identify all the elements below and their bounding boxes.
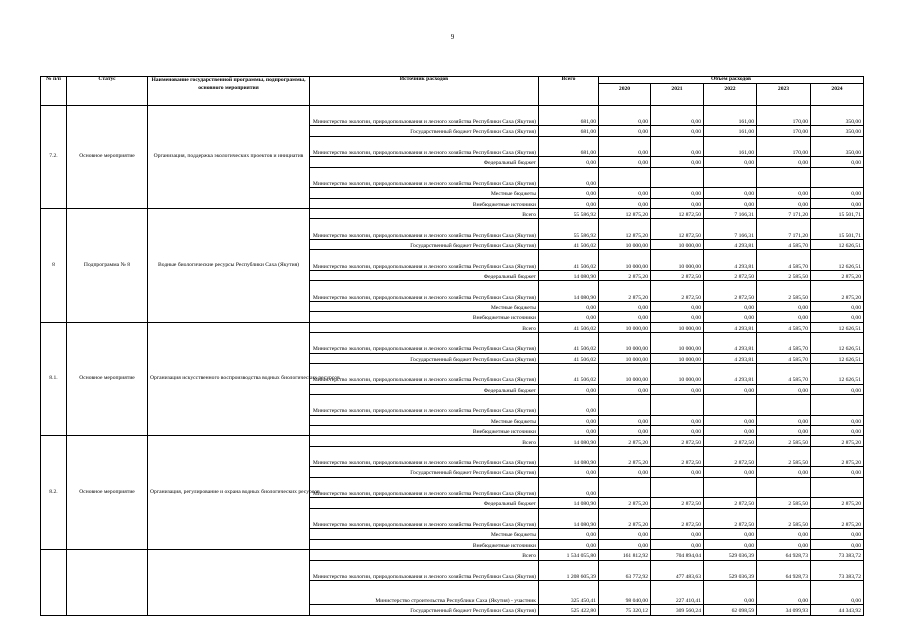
year-value: 0,00: [651, 415, 704, 425]
year-value: 2 872,50: [651, 270, 704, 280]
year-value: 4 293,81: [704, 364, 757, 385]
header-total: Всего: [539, 77, 599, 106]
year-value: 2 872,50: [651, 498, 704, 508]
section-status: Основное мероприятие: [67, 436, 148, 550]
year-value: [651, 395, 704, 416]
year-value: 7 166,31: [704, 219, 757, 240]
year-value: 0,00: [811, 198, 864, 208]
expense-source: Федеральный бюджет: [310, 157, 539, 167]
year-value: 309 560,24: [651, 605, 704, 615]
year-value: 7 171,20: [757, 219, 811, 240]
year-value: 4 585,70: [757, 333, 811, 354]
section-name: Организация, регулирование и охрана водных биологических ресурсов: [148, 436, 310, 550]
page-number: 9: [450, 33, 455, 41]
section-status: Основное мероприятие: [67, 322, 148, 436]
year-value: 0,00: [599, 529, 651, 539]
year-value: 73 383,72: [811, 550, 864, 560]
expense-source: Всего: [310, 550, 539, 560]
year-value: 0,00: [599, 301, 651, 311]
year-value: 4 293,81: [704, 250, 757, 271]
year-value: 12 626,51: [811, 250, 864, 271]
total-value: 41 506,02: [539, 322, 599, 332]
header-year: 2021: [651, 83, 704, 105]
year-value: 0,00: [704, 188, 757, 198]
total-value: 681,00: [539, 126, 599, 136]
expense-source: Государственный бюджет Республики Саха (Якутия): [310, 467, 539, 477]
year-value: 161 812,92: [599, 550, 651, 560]
year-value: 529 036,39: [704, 550, 757, 560]
year-value: 0,00: [651, 126, 704, 136]
header-year: 2020: [599, 83, 651, 105]
expense-source: Внебюджетные источники: [310, 539, 539, 549]
year-value: 2 585,50: [757, 498, 811, 508]
year-value: 2 872,50: [704, 281, 757, 302]
year-value: 0,00: [704, 384, 757, 394]
year-value: 15 501,71: [811, 219, 864, 240]
table-header: [41, 77, 864, 106]
year-value: 0,00: [651, 529, 704, 539]
year-value: 0,00: [651, 136, 704, 157]
year-value: 4 585,70: [757, 322, 811, 332]
year-value: [651, 167, 704, 188]
year-value: 7 166,31: [704, 208, 757, 218]
section-name: Организация, поддержка экологических проектов и инициатив: [148, 105, 310, 208]
year-value: 12 626,51: [811, 353, 864, 363]
year-value: 12 875,20: [599, 208, 651, 218]
year-value: 170,00: [757, 126, 811, 136]
expense-source: Министерство экологии, природопользования и лесного хозяйства Республики Саха (Якутия): [310, 250, 539, 271]
year-value: 0,00: [704, 415, 757, 425]
year-value: [811, 395, 864, 416]
total-value: 681,00: [539, 136, 599, 157]
table-body: [41, 105, 864, 615]
total-value: 0,00: [539, 198, 599, 208]
expense-source: Министерство экологии, природопользования и лесного хозяйства Республики Саха (Якутия): [310, 560, 539, 581]
year-value: 0,00: [757, 198, 811, 208]
section-number: 7.2.: [41, 105, 67, 208]
year-value: 0,00: [651, 467, 704, 477]
year-value: 10 000,00: [651, 364, 704, 385]
year-value: 4 585,70: [757, 353, 811, 363]
total-value: 0,00: [539, 188, 599, 198]
expense-source: Федеральный бюджет: [310, 384, 539, 394]
year-value: 10 000,00: [599, 250, 651, 271]
year-value: 0,00: [704, 467, 757, 477]
year-value: 0,00: [757, 157, 811, 167]
year-value: 2 875,20: [599, 270, 651, 280]
year-value: 350,00: [811, 126, 864, 136]
total-value: 0,00: [539, 384, 599, 394]
section-number: 8.2.: [41, 436, 67, 550]
expense-source: Министерство экологии, природопользования и лесного хозяйства Республики Саха (Якутия): [310, 395, 539, 416]
total-value: 0,00: [539, 539, 599, 549]
year-value: [704, 395, 757, 416]
year-value: 170,00: [757, 105, 811, 126]
total-value: 41 506,02: [539, 333, 599, 354]
expense-source: Всего: [310, 208, 539, 218]
year-value: [599, 167, 651, 188]
section-number: 8.1.: [41, 322, 67, 436]
year-value: 15 501,71: [811, 208, 864, 218]
year-value: 12 626,51: [811, 322, 864, 332]
year-value: 4 585,70: [757, 364, 811, 385]
expense-source: Министерство экологии, природопользования и лесного хозяйства Республики Саха (Якутия): [310, 167, 539, 188]
year-value: 704 894,04: [651, 550, 704, 560]
year-value: 0,00: [704, 539, 757, 549]
total-value: 0,00: [539, 167, 599, 188]
year-value: 0,00: [811, 384, 864, 394]
expense-source: Государственный бюджет Республики Саха (Якутия): [310, 605, 539, 615]
year-value: 0,00: [757, 312, 811, 322]
year-value: 10 000,00: [599, 353, 651, 363]
year-value: 0,00: [599, 198, 651, 208]
year-value: 161,00: [704, 126, 757, 136]
total-value: 0,00: [539, 312, 599, 322]
year-value: 0,00: [651, 384, 704, 394]
total-value: 0,00: [539, 529, 599, 539]
year-value: 0,00: [599, 105, 651, 126]
year-value: 350,00: [811, 105, 864, 126]
total-value: 14 080,90: [539, 281, 599, 302]
year-value: 2 872,50: [651, 446, 704, 467]
expense-source: Местные бюджеты: [310, 529, 539, 539]
total-value: 41 506,02: [539, 364, 599, 385]
year-value: 2 872,50: [704, 270, 757, 280]
year-value: 2 875,20: [811, 508, 864, 529]
total-value: 681,00: [539, 105, 599, 126]
year-value: 2 585,50: [757, 508, 811, 529]
expense-source: Внебюджетные источники: [310, 426, 539, 436]
year-value: 10 000,00: [651, 239, 704, 249]
year-value: 2 875,20: [599, 508, 651, 529]
year-value: 0,00: [599, 188, 651, 198]
year-value: 2 585,50: [757, 436, 811, 446]
year-value: 12 626,51: [811, 239, 864, 249]
total-value: 0,00: [539, 467, 599, 477]
year-value: [599, 395, 651, 416]
expense-source: Министерство экологии, природопользования и лесного хозяйства Республики Саха (Якутия): [310, 136, 539, 157]
year-value: 4 585,70: [757, 250, 811, 271]
budget-table: [40, 76, 864, 616]
year-value: [651, 477, 704, 498]
expense-source: Государственный бюджет Республики Саха (Якутия): [310, 126, 539, 136]
year-value: 12 875,20: [599, 219, 651, 240]
total-value: 0,00: [539, 157, 599, 167]
year-value: 2 875,20: [811, 281, 864, 302]
total-value: 325 450,41: [539, 581, 599, 605]
year-value: 0,00: [651, 539, 704, 549]
year-value: 12 626,51: [811, 364, 864, 385]
year-value: 0,00: [651, 301, 704, 311]
total-value: 41 506,02: [539, 250, 599, 271]
section-number: 8: [41, 208, 67, 322]
section-status: Подпрограмма № 8: [67, 208, 148, 322]
section-number: [41, 550, 67, 616]
expense-source: Местные бюджеты: [310, 188, 539, 198]
year-value: 2 875,20: [811, 446, 864, 467]
table-row: [41, 550, 864, 560]
total-value: 1 208 605,39: [539, 560, 599, 581]
year-value: 0,00: [811, 467, 864, 477]
year-value: 34 099,93: [757, 605, 811, 615]
expense-source: Министерство экологии, природопользования и лесного хозяйства Республики Саха (Якутия): [310, 477, 539, 498]
year-value: 0,00: [757, 384, 811, 394]
expense-source: Министерство экологии, природопользования и лесного хозяйства Республики Саха (Якутия): [310, 446, 539, 467]
year-value: 2 872,50: [651, 508, 704, 529]
year-value: 0,00: [599, 467, 651, 477]
total-value: 0,00: [539, 477, 599, 498]
year-value: 2 875,20: [811, 498, 864, 508]
total-value: 0,00: [539, 426, 599, 436]
year-value: 170,00: [757, 136, 811, 157]
year-value: 0,00: [757, 188, 811, 198]
year-value: [757, 395, 811, 416]
header-volume: Объем расходов: [599, 77, 864, 84]
header-program: Наименование государственной программы, подпрограммы, основного мероприятия: [148, 77, 310, 106]
year-value: [757, 167, 811, 188]
year-value: 2 585,50: [757, 446, 811, 467]
year-value: 2 585,50: [757, 281, 811, 302]
year-value: 0,00: [599, 415, 651, 425]
year-value: 227 410,41: [651, 581, 704, 605]
year-value: 7 171,20: [757, 208, 811, 218]
year-value: 477 483,63: [651, 560, 704, 581]
year-value: 2 875,20: [599, 446, 651, 467]
year-value: 0,00: [811, 188, 864, 198]
year-value: 0,00: [704, 301, 757, 311]
year-value: [704, 167, 757, 188]
year-value: 10 000,00: [599, 239, 651, 249]
expense-source: Министерство строительства Республики Саха (Якутия) - участник: [310, 581, 539, 605]
year-value: 10 000,00: [599, 322, 651, 332]
year-value: 0,00: [811, 312, 864, 322]
year-value: 0,00: [599, 539, 651, 549]
header-year: 2023: [757, 83, 811, 105]
year-value: 10 000,00: [599, 333, 651, 354]
year-value: 0,00: [811, 415, 864, 425]
year-value: 44 343,92: [811, 605, 864, 615]
total-value: 14 080,90: [539, 436, 599, 446]
year-value: 10 000,00: [651, 333, 704, 354]
expense-source: Федеральный бюджет: [310, 498, 539, 508]
expense-source: Всего: [310, 436, 539, 446]
year-value: 73 383,72: [811, 560, 864, 581]
year-value: 10 000,00: [651, 322, 704, 332]
year-value: 10 000,00: [599, 364, 651, 385]
total-value: 41 506,02: [539, 353, 599, 363]
section-name: Организация искусственного воспроизводства водных биологических ресурсов: [148, 322, 310, 436]
table-row: [41, 322, 864, 332]
year-value: 2 875,20: [811, 270, 864, 280]
year-value: 0,00: [811, 301, 864, 311]
year-value: 0,00: [757, 426, 811, 436]
expense-source: Министерство экологии, природопользования и лесного хозяйства Республики Саха (Якутия): [310, 281, 539, 302]
year-value: 0,00: [651, 105, 704, 126]
header-source: Источник расходов: [310, 77, 539, 106]
year-value: 4 293,81: [704, 322, 757, 332]
year-value: 4 293,81: [704, 333, 757, 354]
table-row: [41, 436, 864, 446]
expense-source: Министерство экологии, природопользования и лесного хозяйства Республики Саха (Якутия): [310, 364, 539, 385]
total-value: 1 534 055,80: [539, 550, 599, 560]
year-value: 0,00: [811, 581, 864, 605]
year-value: 0,00: [599, 157, 651, 167]
total-value: 0,00: [539, 301, 599, 311]
year-value: 2 872,50: [704, 508, 757, 529]
year-value: 12 872,50: [651, 208, 704, 218]
year-value: 75 320,12: [599, 605, 651, 615]
year-value: 2 872,50: [704, 446, 757, 467]
total-value: 14 080,90: [539, 498, 599, 508]
year-value: 0,00: [757, 467, 811, 477]
expense-source: Всего: [310, 322, 539, 332]
year-value: 4 585,70: [757, 239, 811, 249]
header-no: № п/п: [41, 77, 67, 106]
year-value: [599, 477, 651, 498]
expense-source: Внебюджетные источники: [310, 198, 539, 208]
year-value: 0,00: [651, 426, 704, 436]
year-value: 0,00: [757, 301, 811, 311]
year-value: [811, 477, 864, 498]
year-value: 161,00: [704, 105, 757, 126]
year-value: 0,00: [599, 136, 651, 157]
year-value: 63 772,92: [599, 560, 651, 581]
year-value: 161,00: [704, 136, 757, 157]
year-value: 0,00: [704, 581, 757, 605]
year-value: 2 872,50: [704, 436, 757, 446]
table-row: [41, 105, 864, 126]
expense-source: Министерство экологии, природопользования и лесного хозяйства Республики Саха (Якутия): [310, 105, 539, 126]
year-value: 2 872,50: [651, 281, 704, 302]
table-row: [41, 208, 864, 218]
year-value: 0,00: [757, 539, 811, 549]
year-value: 0,00: [811, 426, 864, 436]
year-value: 0,00: [811, 539, 864, 549]
year-value: 2 872,50: [704, 498, 757, 508]
year-value: 2 875,20: [599, 498, 651, 508]
expense-source: Местные бюджеты: [310, 301, 539, 311]
year-value: 0,00: [651, 198, 704, 208]
year-value: [811, 167, 864, 188]
year-value: [757, 477, 811, 498]
year-value: 0,00: [704, 312, 757, 322]
section-status: Основное мероприятие: [67, 105, 148, 208]
year-value: 0,00: [599, 312, 651, 322]
total-value: 525 422,80: [539, 605, 599, 615]
year-value: [704, 477, 757, 498]
year-value: 12 872,50: [651, 219, 704, 240]
year-value: 2 585,50: [757, 270, 811, 280]
year-value: 62 098,59: [704, 605, 757, 615]
expense-source: Государственный бюджет Республики Саха (Якутия): [310, 239, 539, 249]
header-year: 2024: [811, 83, 864, 105]
year-value: 0,00: [599, 126, 651, 136]
year-value: 0,00: [599, 384, 651, 394]
expense-source: Государственный бюджет Республики Саха (Якутия): [310, 353, 539, 363]
year-value: 0,00: [651, 157, 704, 167]
expense-source: Внебюджетные источники: [310, 312, 539, 322]
total-value: 55 586,92: [539, 219, 599, 240]
year-value: 2 872,50: [651, 436, 704, 446]
year-value: 64 928,73: [757, 560, 811, 581]
year-value: 0,00: [599, 426, 651, 436]
year-value: 529 036,39: [704, 560, 757, 581]
total-value: 14 080,90: [539, 508, 599, 529]
year-value: 2 875,20: [811, 436, 864, 446]
section-status: [67, 550, 148, 616]
year-value: 0,00: [651, 188, 704, 198]
expense-source: Местные бюджеты: [310, 415, 539, 425]
year-value: 0,00: [704, 426, 757, 436]
total-value: 41 506,02: [539, 239, 599, 249]
year-value: 10 000,00: [651, 250, 704, 271]
year-value: 350,00: [811, 136, 864, 157]
year-value: 10 000,00: [651, 353, 704, 363]
header-year: 2022: [704, 83, 757, 105]
year-value: 12 626,51: [811, 333, 864, 354]
year-value: 4 293,81: [704, 353, 757, 363]
expense-source: Министерство экологии, природопользования и лесного хозяйства Республики Саха (Якутия): [310, 333, 539, 354]
year-value: 4 293,81: [704, 239, 757, 249]
expense-source: Федеральный бюджет: [310, 270, 539, 280]
total-value: 14 080,90: [539, 270, 599, 280]
header-status: Статус: [67, 77, 148, 106]
year-value: 0,00: [651, 312, 704, 322]
year-value: 0,00: [704, 157, 757, 167]
year-value: 2 875,20: [599, 281, 651, 302]
section-name: Водные биологические ресурсы Республики Саха (Якутия): [148, 208, 310, 322]
year-value: 0,00: [757, 415, 811, 425]
year-value: 0,00: [811, 157, 864, 167]
year-value: 64 928,73: [757, 550, 811, 560]
total-value: 14 080,90: [539, 446, 599, 467]
year-value: 2 875,20: [599, 436, 651, 446]
year-value: 0,00: [757, 529, 811, 539]
total-value: 55 586,92: [539, 208, 599, 218]
year-value: 0,00: [811, 529, 864, 539]
total-value: 0,00: [539, 415, 599, 425]
year-value: 0,00: [704, 198, 757, 208]
expense-source: Министерство экологии, природопользования и лесного хозяйства Республики Саха (Якутия): [310, 219, 539, 240]
year-value: 98 040,00: [599, 581, 651, 605]
total-value: 0,00: [539, 395, 599, 416]
year-value: 0,00: [757, 581, 811, 605]
expense-source: Министерство экологии, природопользования и лесного хозяйства Республики Саха (Якутия): [310, 508, 539, 529]
section-name: [148, 550, 310, 616]
year-value: 0,00: [704, 529, 757, 539]
